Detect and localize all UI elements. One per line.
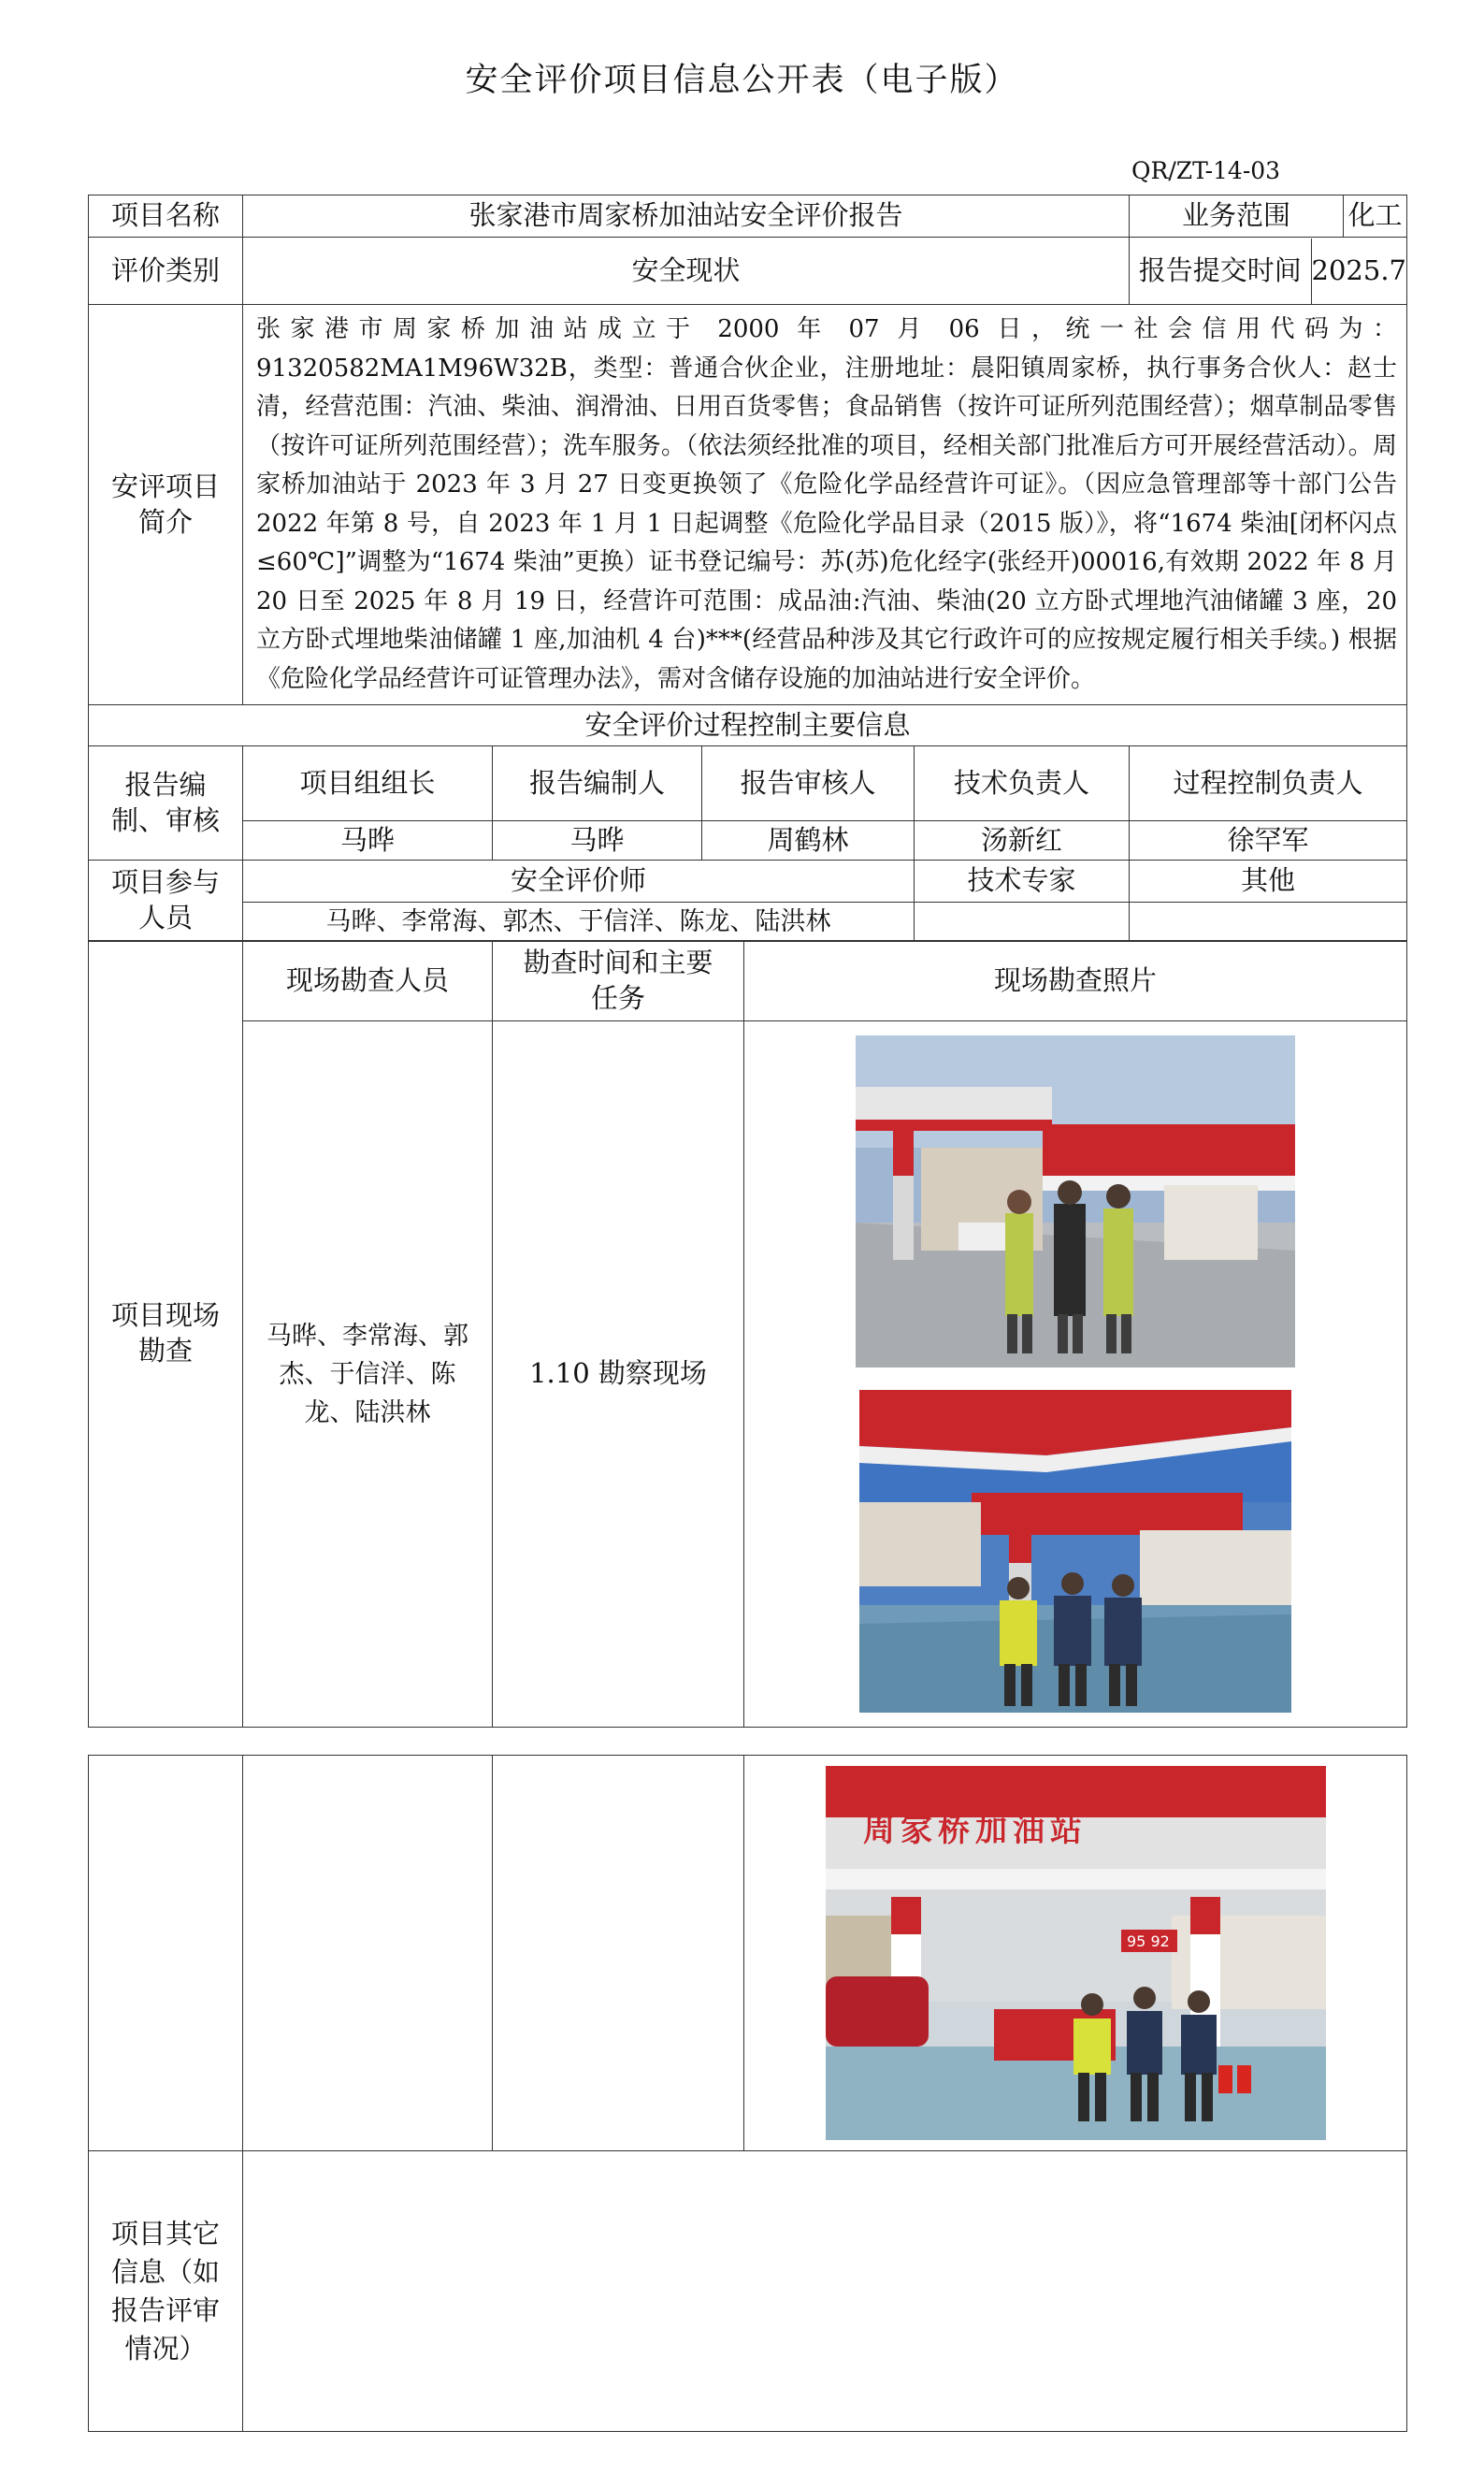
evaluation-type-value: 安全现状 <box>243 238 1130 305</box>
other-info-label: 项目其它信息（如报告评审情况） <box>89 2151 243 2432</box>
project-name-value: 张家港市周家桥加油站安全评价报告 <box>243 195 1130 238</box>
members-header-expert: 技术专家 <box>915 861 1130 903</box>
survey-table <box>88 940 1407 1728</box>
page-title: 安全评价项目信息公开表（电子版） <box>465 62 1019 99</box>
survey-task: 1.10 勘察现场 <box>493 1021 744 1728</box>
submit-time-value: 2025.7 <box>1311 253 1407 286</box>
business-scope-cell <box>1130 195 1407 238</box>
survey-header-photos: 现场勘查照片 <box>744 941 1407 1021</box>
continuation-label <box>89 1756 243 2151</box>
members-evaluators: 马晔、李常海、郭杰、于信洋、陈龙、陆洪林 <box>243 903 915 942</box>
business-scope-label: 业务范围 <box>1130 195 1344 237</box>
report-value-process-lead: 徐罕军 <box>1130 821 1407 861</box>
info-table <box>88 195 1407 942</box>
report-header-tech-lead: 技术负责人 <box>915 746 1130 821</box>
report-value-reviewer: 周鹤林 <box>702 821 915 861</box>
report-header-process-lead: 过程控制负责人 <box>1130 746 1407 821</box>
continuation-photo-cell <box>744 1756 1407 2151</box>
report-value-tech-lead: 汤新红 <box>915 821 1130 861</box>
submit-time-cell <box>1130 238 1407 305</box>
members-header-other: 其他 <box>1130 861 1407 903</box>
report-header-compiler: 报告编制人 <box>493 746 702 821</box>
price-board-text: 95 92 <box>1126 1932 1170 1950</box>
report-compile-label: 报告编制、审核 <box>89 746 243 861</box>
survey-header-people: 现场勘查人员 <box>243 941 493 1021</box>
business-scope-value: 化工 <box>1347 199 1403 232</box>
document-number: QR/ZT-14-03 <box>1131 157 1281 184</box>
evaluation-type-label: 评价类别 <box>89 238 243 305</box>
project-name-label: 项目名称 <box>89 195 243 238</box>
project-summary-label: 安评项目简介 <box>89 305 243 705</box>
survey-header-task: 勘查时间和主要任务 <box>493 941 744 1021</box>
continuation-task <box>493 1756 744 2151</box>
members-header-evaluator: 安全评价师 <box>243 861 915 903</box>
site-photo-2 <box>859 1390 1291 1713</box>
report-header-reviewer: 报告审核人 <box>702 746 915 821</box>
continuation-table <box>88 1755 1407 2432</box>
submit-time-label: 报告提交时间 <box>1130 239 1312 304</box>
project-summary-text: 张家港市周家桥加油站成立于 2000 年 07 月 06 日，统一社会信用代码为：91320582MA1M96W32B，类型：普通合伙企业，注册地址：晨阳镇周家桥，执行事务合伙人：赵士清，经营范围：汽油、柴油、润滑油、日用百货零售；食品销售（按许可证所列范围经营）；烟草制品零售（按许可证所列范围经营）；洗车服务。（依法须经批准的项目，经相关部门批准后方可开展经营活动）。周家桥加油站于 2023 年 3 月 27 日变更换领了《危险化学品经营许可证》。（因应急管理部等十部门公告 2022 年第 8 号，自 2023 年 1 月 1 日起调整《危险化学品目录（2015 版）》，将“1674 柴油[闭杯闪点≤60℃]”调整为“1674 柴油”更换）证书登记编号：苏(苏)危化经字(张经开)00016,有效期 2022 年 8 月 20 日至 2025 年 8 月 19 日，经营许可范围：成品油:汽油、柴油(20 立方卧式埋地汽油储罐 3 座，20 立方卧式埋地柴油储罐 1 座,加油机 4 台)***(经营品种涉及其它行政许可的应按规定履行相关手续。) 根据《危险化学品经营许可证管理办法》，需对含储存设施的加油站进行安全评价。 <box>243 305 1407 705</box>
report-value-leader: 马晔 <box>243 821 493 861</box>
site-photo-1 <box>856 1035 1295 1367</box>
report-header-leader: 项目组组长 <box>243 746 493 821</box>
members-other <box>1130 903 1407 942</box>
report-value-compiler: 马晔 <box>493 821 702 861</box>
process-control-header: 安全评价过程控制主要信息 <box>89 705 1407 746</box>
continuation-people <box>243 1756 493 2151</box>
members-experts <box>915 903 1130 942</box>
survey-photos-cell <box>744 1021 1407 1728</box>
station-sign-text: 周家桥加油站 <box>862 1812 1088 1849</box>
other-info-value <box>243 2151 1407 2432</box>
survey-people: 马晔、李常海、郭杰、于信洋、陈龙、陆洪林 <box>243 1021 493 1728</box>
site-survey-label: 项目现场勘查 <box>89 941 243 1728</box>
project-members-label: 项目参与人员 <box>89 861 243 942</box>
site-photo-3 <box>826 1766 1326 2140</box>
